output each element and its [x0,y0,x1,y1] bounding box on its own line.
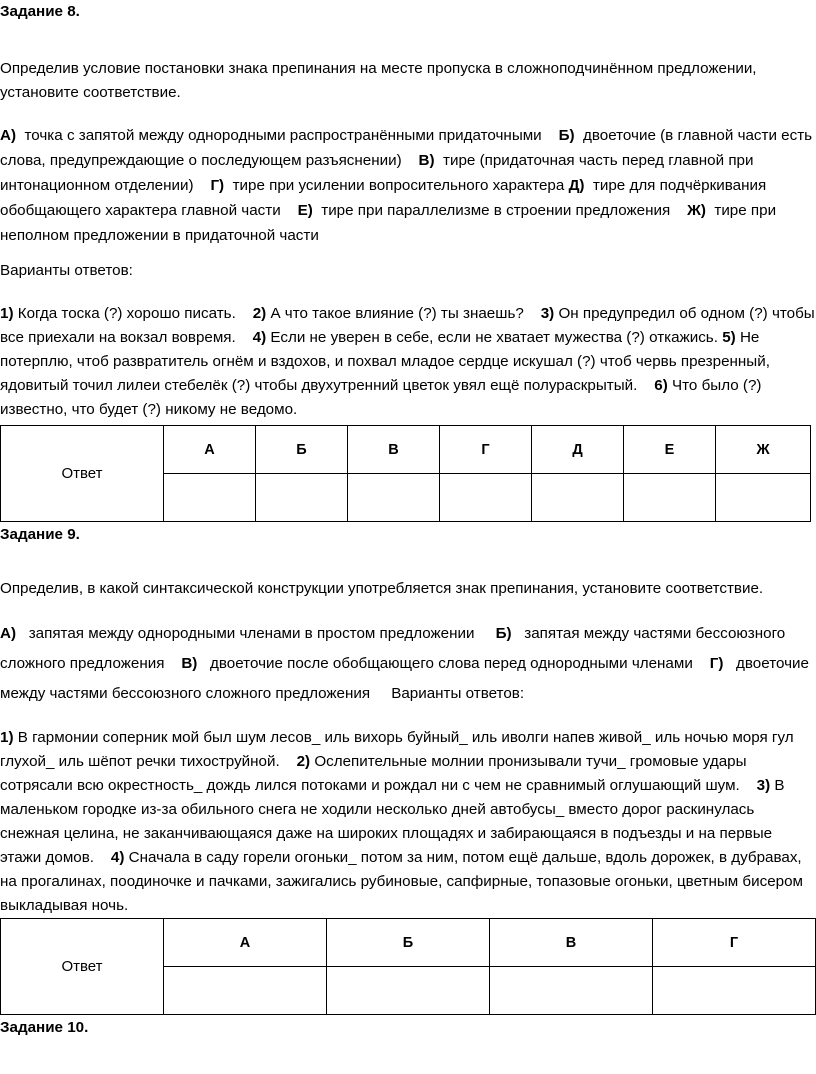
task9-instruction: Определив, в какой синтаксической конструкции употребляется знак препинания, установите соответствие. [0,580,764,597]
task9-variants [0,726,816,918]
task8-variants-heading: Варианты ответов: [0,262,133,279]
column-header-v: В [490,919,653,967]
column-header-a: А [164,426,256,474]
task8-title: Задание 8. [0,3,80,20]
option-letter-g: Г) [210,177,225,194]
answer-cell-b[interactable] [327,967,490,1015]
answer-cell-d[interactable] [532,474,624,522]
option-g-text: двоеточие между частями бессоюзного сложного предложения [0,655,809,702]
variant-number: 5) [722,329,736,346]
answer-cell-v[interactable] [348,474,440,522]
option-letter-a: А) [0,625,17,642]
option-letter-a: А) [0,127,17,144]
answer-cell-e[interactable] [624,474,716,522]
option-letter-b: Б) [558,127,575,144]
option-v-text: двоеточие после обобщающего слова перед однородными членами [210,655,693,672]
task9-answer-table [0,918,816,1015]
answer-label: Ответ [1,426,164,522]
column-header-d: Д [532,426,624,474]
task8-options [0,123,816,248]
variant-text: Он предупредил об одном (?) чтобы все приехали на вокзал вовремя. [0,305,815,346]
task9-variants-heading: Варианты ответов: [391,685,525,702]
variant-number: 1) [0,729,14,746]
variant-text: Ослепительные молнии пронизывали тучи_ громовые удары сотрясали всю окрестность_ дождь лился потоками и рождал ни с чем не сравнимый оглушающий шум. [0,753,747,794]
option-g-text: тире при усилении вопросительного характера [232,177,565,194]
option-letter-d: Д) [568,177,585,194]
variant-text: Сначала в саду горели огоньки_ потом за ним, потом ещё дальше, вдоль дорожек, в дубравах, на прогалинах, поодиночке и пачками, зажигались рубиновые, сапфирные, топазовые огоньки, цветным бисером выкладывая ночь. [0,849,803,914]
variant-text: Когда тоска (?) хорошо писать. [17,305,236,322]
variant-number: 3) [540,305,555,322]
option-zh-text: тире при неполном предложении в придаточной части [0,202,777,244]
column-header-b: Б [256,426,348,474]
column-header-a: А [164,919,327,967]
task10-title: Задание 10. [0,1019,89,1036]
answer-cell-v[interactable] [490,967,653,1015]
option-e-text: тире при параллелизме в строении предложения [321,202,671,219]
variant-number: 3) [756,777,771,794]
option-d-text: тире для подчёркивания обобщающего характера главной части [0,177,767,219]
task9-title: Задание 9. [0,526,80,543]
variant-number: 4) [110,849,125,866]
answer-cell-a[interactable] [164,967,327,1015]
task8-answer-table [0,425,811,522]
answer-cell-g[interactable] [440,474,532,522]
option-a-text: точка с запятой между однородными распространёнными придаточными [24,127,542,144]
variant-number: 2) [296,753,311,770]
column-header-g: Г [653,919,816,967]
option-a-text: запятая между однородными членами в простом предложении [28,625,475,642]
variant-text: Что было (?) известно, что будет (?) никому не ведомо. [0,377,762,418]
answer-cell-zh[interactable] [716,474,811,522]
option-letter-e: Е) [297,202,313,219]
option-letter-g: Г) [709,655,724,672]
option-letter-v: В) [418,152,435,169]
option-b-text: двоеточие (в главной части есть слова, предупреждающие о последующем разъяснении) [0,127,813,169]
variant-text: Если не уверен в себе, если не хватает мужества (?) откажись. [270,329,718,346]
variant-text: Не потерплю, чтоб развратитель огнём и вздохов, и похвал младое сердце искушал (?) чтоб червь презренный, ядовитый точил лилеи стебелёк (?) чтобы двухутренний цветок увял ещё полураскрытый. [0,329,770,394]
option-b-text: запятая между частями бессоюзного сложного предложения [0,625,786,672]
answer-label: Ответ [1,919,164,1015]
variant-text: В гармонии соперник мой был шум лесов_ иль вихорь буйный_ иль иволги напев живой_ иль ночью моря гул глухой_ иль шёпот речки тихоструйной. [0,729,794,770]
variant-text: А что такое влияние (?) ты знаешь? [270,305,524,322]
option-letter-v: В) [181,655,198,672]
option-v-text: тире (придаточная часть перед главной при интонационном отделении) [0,152,754,194]
column-header-g: Г [440,426,532,474]
task8-variants [0,302,816,422]
task9-options [0,619,816,709]
column-header-zh: Ж [716,426,811,474]
variant-number: 6) [654,377,668,394]
answer-cell-g[interactable] [653,967,816,1015]
task8-instruction: Определив условие постановки знака препинания на месте пропуска в сложноподчинённом предложении, установите соответствие. [0,60,757,101]
answer-cell-b[interactable] [256,474,348,522]
variant-number: 4) [252,329,267,346]
option-letter-zh: Ж) [687,202,706,219]
column-header-b: Б [327,919,490,967]
column-header-v: В [348,426,440,474]
variant-number: 2) [252,305,267,322]
variant-text: В маленьком городке из-за обильного снега не ходили несколько дней автобусы_ вместо дорог раскинулась снежная целина, не заканчивающаяся даже на широких площадях и забирающаяся в подъезды и на первые этажи домов. [0,777,785,866]
column-header-e: Е [624,426,716,474]
answer-cell-a[interactable] [164,474,256,522]
variant-number: 1) [0,305,14,322]
option-letter-b: Б) [495,625,512,642]
